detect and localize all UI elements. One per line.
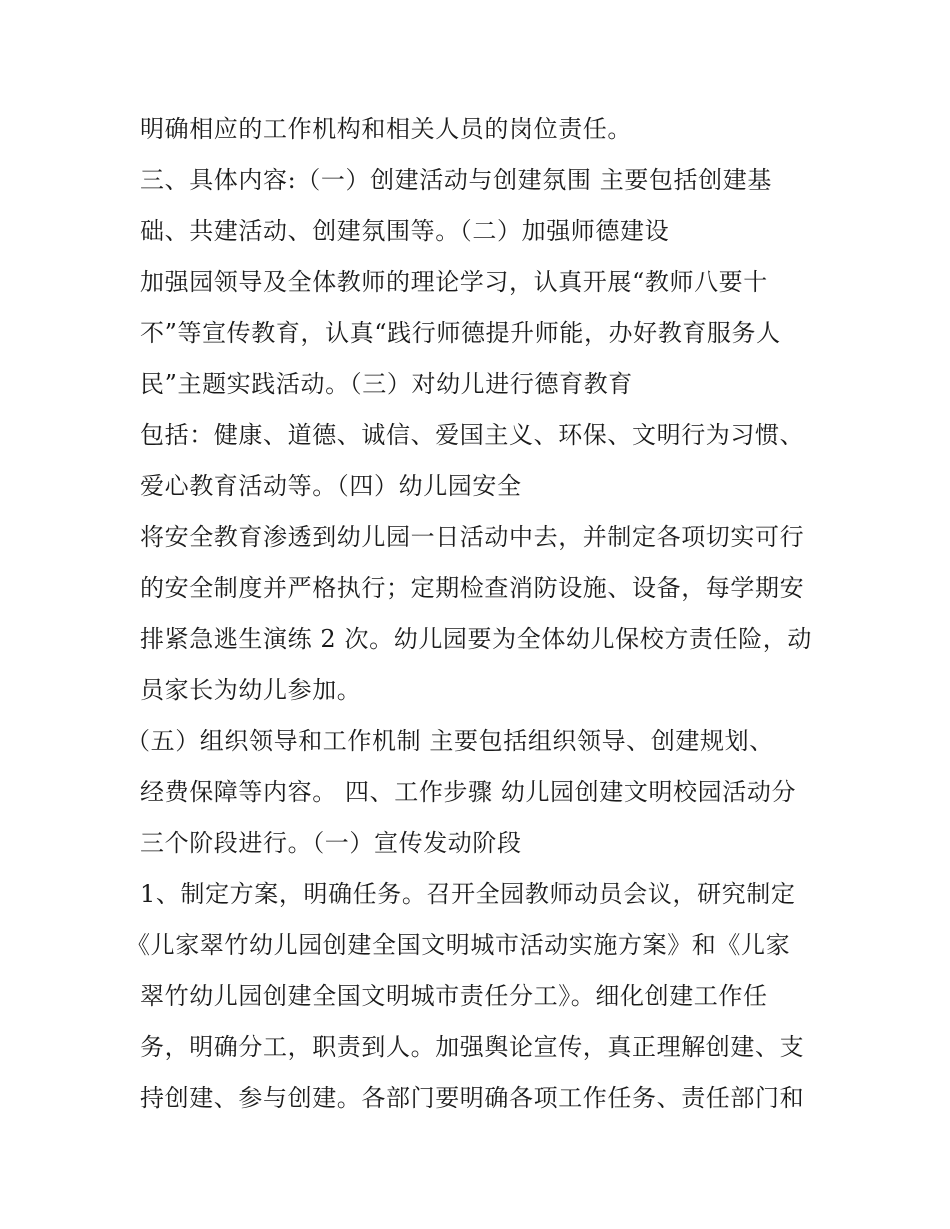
text-line: 1、制定方案，明确任务。召开全园教师动员会议，研究制定 (140, 880, 796, 908)
text-line: 包括：健康、道德、诚信、爱国主义、环保、文明行为习惯、 (140, 421, 805, 449)
text-line: 排紧急逃生演练 2 次。幼儿园要为全体幼儿保校方责任险，动 (140, 625, 812, 653)
text-line: 的安全制度并严格执行；定期检查消防设施、设备，每学期安 (140, 574, 805, 602)
text-line: 不”等宣传教育，认真“践行师德提升师能，办好教育服务人 (140, 319, 781, 347)
text-line: 础、共建活动、创建氛围等。（二）加强师德建设 (140, 217, 670, 245)
text-line: 务，明确分工，职责到人。加强舆论宣传，真正理解创建、支 (140, 1033, 805, 1061)
text-line: 将安全教育渗透到幼儿园一日活动中去，并制定各项切实可行 (140, 523, 805, 551)
text-line: 三、具体内容:（一）创建活动与创建氛围 主要包括创建基 (140, 166, 772, 194)
text-line: 三个阶段进行。（一）宣传发动阶段 (140, 829, 522, 857)
text-line: 翠竹幼儿园创建全国文明城市责任分工》。细化创建工作任 (140, 982, 768, 1010)
text-line: 民”主题实践活动。（三）对幼儿进行德育教育 (140, 370, 633, 398)
text-line: 明确相应的工作机构和相关人员的岗位责任。 (140, 115, 632, 143)
text-line: 《儿家翠竹幼儿园创建全国文明城市活动实施方案》和《儿家 (126, 931, 791, 959)
text-line: 加强园领导及全体教师的理论学习，认真开展“教师八要十 (140, 268, 768, 296)
text-line: 爱心教育活动等。（四）幼儿园安全 (140, 472, 522, 500)
text-line: 员家长为幼儿参加。 (140, 676, 362, 704)
text-line: 持创建、参与创建。各部门要明确各项工作任务、责任部门和 (140, 1084, 805, 1112)
text-line: （五）组织领导和工作机制 主要包括组织领导、创建规划、 (126, 727, 774, 755)
text-line: 经费保障等内容。 四、工作步骤 幼儿园创建文明校园活动分 (140, 778, 797, 806)
